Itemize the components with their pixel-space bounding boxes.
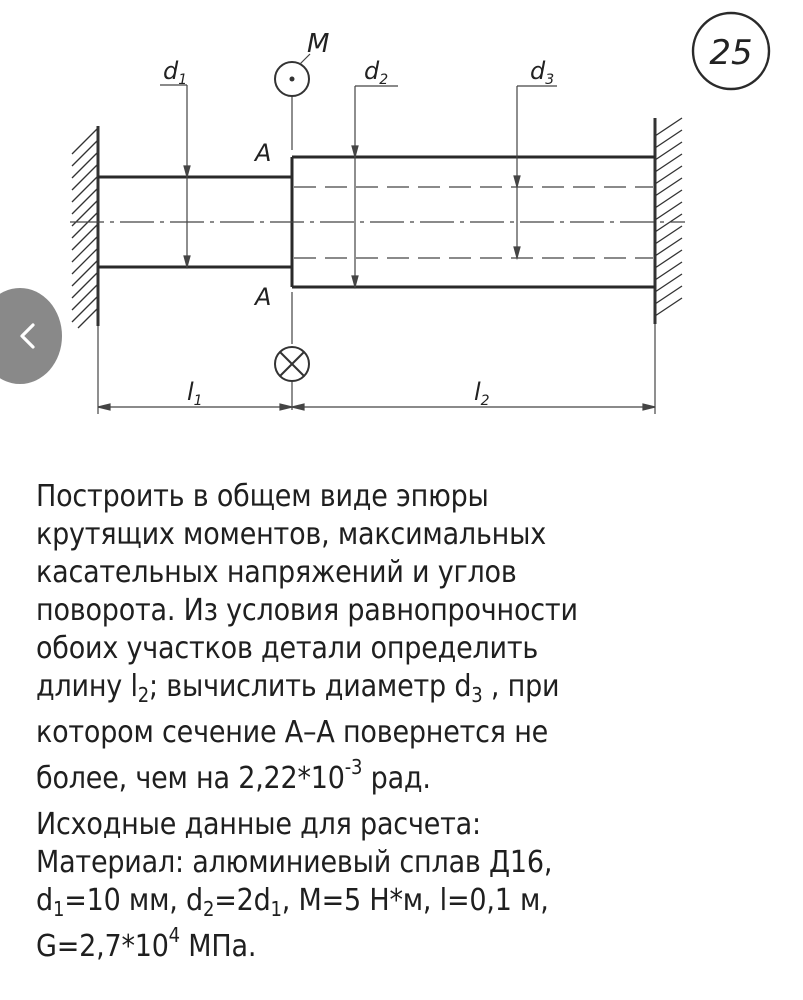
chevron-left-icon [18,322,38,350]
section-label-bottom: A [255,283,272,311]
task-line-8: более, чем на $2,22*10^{-3}$ рад. [36,755,431,796]
task-line-10: Материал: алюминиевый сплав Д16, [36,845,553,880]
problem-number: 25 [709,33,753,73]
moment-cross-icon [275,347,309,381]
moment-dot-icon [275,62,309,96]
d3-dimension-leader [514,86,557,258]
task-line-3: касательных напряжений и углов [36,555,517,590]
section-label-top: A [255,139,272,167]
problem-number-badge [693,13,769,89]
d2-label: $d_2$ [364,57,389,88]
task-line-1: Построить в общем виде эпюры [36,479,489,514]
right-wall-support [655,118,682,324]
task-line-2: крутящих моментов, максимальных [36,517,546,552]
task-line-4: поворота. Из условия равнопрочности [36,593,578,628]
l1-label: $l_1$ [187,378,203,409]
task-line-6: длину $l_2$; вычислить диаметр $d_3$ , при [36,669,560,707]
task-line-9: Исходные данные для расчета: [36,807,481,842]
task-line-5: обоих участков детали определить [36,631,539,666]
task-line-12: $G=2,7*10^4$ МПа. [36,923,257,964]
moment-label: M [307,29,330,59]
shaft-diagram [0,0,803,470]
d3-label: $d_3$ [530,57,555,88]
l2-label: $l_2$ [474,378,490,409]
length-dimensions [98,324,655,414]
left-wall-support [72,126,98,328]
task-line-11: $d_1=10$ мм, $d_2=2d_1$, M=5 Н*м, l=0,1 м, [36,883,549,921]
d1-label: $d_1$ [163,57,188,88]
task-line-7: котором сечение А–А повернется не [36,715,549,750]
task-text [36,478,776,974]
